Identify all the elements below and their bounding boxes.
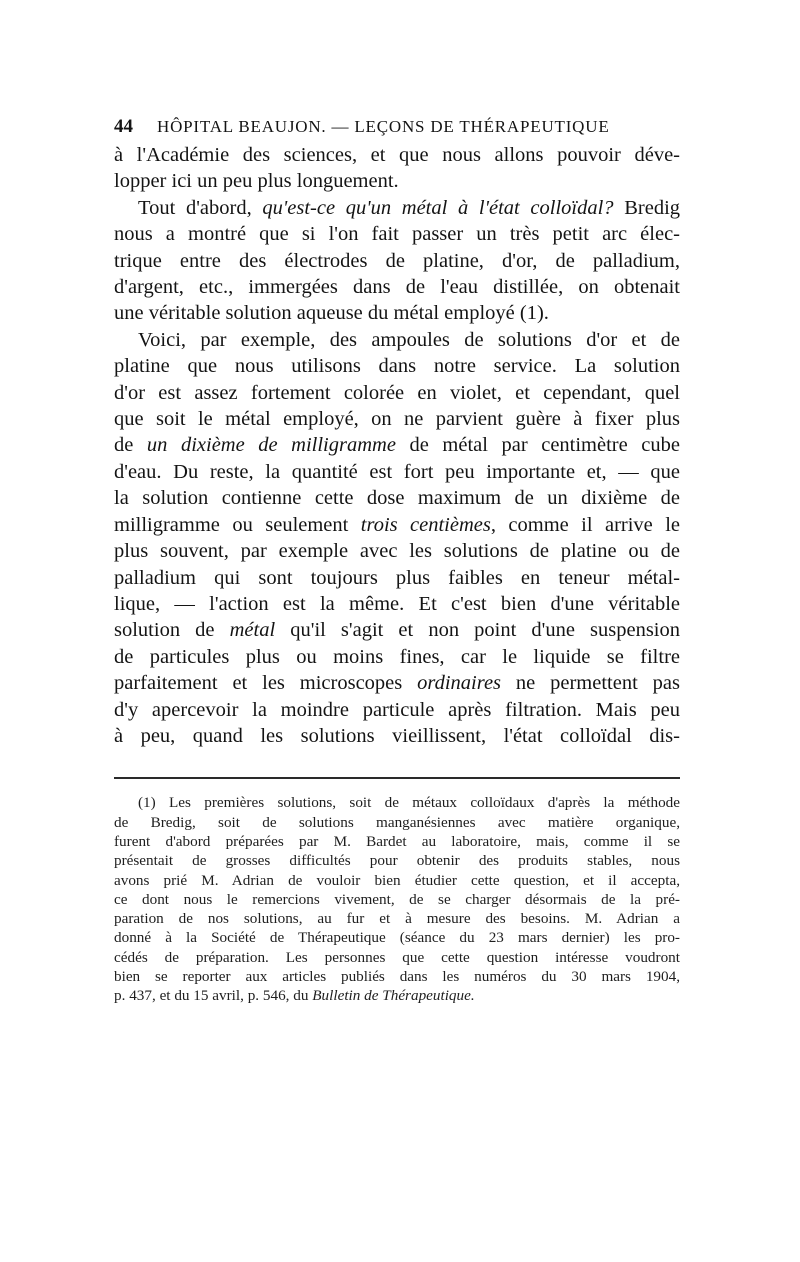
footnote-line — [114, 793, 680, 812]
text-run: la solution contienne cette dose maximum de un dixième de — [114, 487, 680, 510]
text-line — [114, 274, 680, 300]
text-line — [114, 723, 680, 749]
italic-text: trois centièmes — [360, 513, 491, 536]
text-run: paration de nos solutions, au fur et à mesure des besoins. M. Adrian a — [114, 910, 680, 928]
text-line — [114, 670, 680, 696]
text-run: parfaitement et les microscopes — [114, 672, 418, 695]
footnote-line — [114, 851, 680, 870]
text-run: d'or est assez fortement colorée en violet, et cependant, quel — [114, 381, 680, 404]
text-run: Bredig — [613, 196, 680, 219]
footnote — [114, 793, 680, 1005]
text-run: donné à la Société de Thérapeutique (séance du 23 mars dernier) les pro- — [114, 929, 680, 947]
text-line — [114, 221, 680, 247]
text-run: de particules plus ou moins fines, car le liquide se filtre — [114, 645, 680, 668]
text-run: avons prié M. Adrian de vouloir bien étudier cette question, et il accepta, — [114, 871, 680, 889]
text-run: de Bredig, soit de solutions manganésiennes avec matière organique, — [114, 813, 680, 831]
text-run: lique, — l'action est la même. Et c'est bien d'une véritable — [114, 592, 680, 615]
text-run: d'argent, etc., immergées dans de l'eau distillée, on obtenait — [114, 276, 680, 299]
running-title: HÔPITAL BEAUJON. — LEÇONS DE THÉRAPEUTIQUE — [157, 117, 610, 136]
text-line — [114, 248, 680, 274]
text-line — [114, 459, 680, 485]
text-line — [114, 591, 680, 617]
text-run: , comme il arrive le — [490, 513, 680, 536]
text-run: qu'il s'agit et non point d'une suspension — [275, 619, 680, 642]
text-run: ce dont nous le remercions vivement, de se charger désormais de la pré- — [114, 890, 680, 908]
text-run: Voici, par exemple, des ampoules de solutions d'or et de — [138, 328, 680, 351]
italic-text: un dixième de milligramme — [146, 434, 396, 457]
text-run: (1) Les premières solutions, soit de métaux colloïdaux d'après la méthode — [138, 794, 680, 812]
text-run: d'eau. Du reste, la quantité est fort peu importante et, — que — [114, 460, 680, 483]
text-line — [114, 432, 680, 458]
text-run: nous a montré que si l'on fait passer un très petit arc élec- — [114, 223, 680, 246]
footnote-line — [114, 832, 680, 851]
text-run: que soit le métal employé, on ne parvient guère à fixer plus — [114, 408, 680, 431]
text-line — [114, 512, 680, 538]
footnote-line — [114, 890, 680, 909]
italic-text: qu'est-ce qu'un métal à l'état colloïdal? — [262, 196, 614, 219]
text-line — [114, 697, 680, 723]
text-line — [114, 300, 680, 326]
italic-text: métal — [229, 619, 276, 642]
text-line — [114, 485, 680, 511]
text-run: milligramme ou seulement — [114, 513, 361, 536]
text-run: de métal par centimètre cube — [395, 434, 680, 457]
text-run: solution de — [114, 619, 230, 642]
text-run: à l'Académie des sciences, et que nous allons pouvoir déve- — [114, 144, 680, 166]
text-line — [114, 142, 680, 168]
italic-text: Bulletin de Thérapeutique. — [312, 987, 475, 1005]
text-run: cédés de préparation. Les personnes que cette question intéresse voudront — [114, 948, 680, 966]
text-run: présentait de grosses difficultés pour obtenir des produits stables, nous — [114, 852, 680, 870]
footnote-line — [114, 948, 680, 967]
book-page — [114, 112, 680, 1006]
text-line — [114, 617, 680, 643]
footnote-line — [114, 813, 680, 832]
text-line — [114, 644, 680, 670]
text-run: palladium qui sont toujours plus faibles en teneur métal- — [114, 566, 680, 589]
text-run: de — [114, 434, 147, 457]
text-run: platine que nous utilisons dans notre service. La solution — [114, 355, 680, 378]
text-line — [114, 538, 680, 564]
footnote-line — [114, 967, 680, 986]
footnote-line — [114, 986, 680, 1005]
text-run: Tout d'abord, — [138, 196, 263, 219]
text-run: plus souvent, par exemple avec les solutions de platine ou de — [114, 540, 680, 563]
text-run: bien se reporter aux articles publiés dans les numéros du 30 mars 1904, — [114, 968, 680, 986]
text-run: une véritable solution aqueuse du métal employé (1). — [114, 302, 549, 325]
text-line — [114, 565, 680, 591]
text-line — [114, 195, 680, 221]
page-number: 44 — [114, 116, 133, 137]
text-run: p. 437, et du 15 avril, p. 546, du — [114, 987, 313, 1005]
footnote-rule — [114, 777, 680, 779]
text-line — [114, 327, 680, 353]
text-run: lopper ici un peu plus longuement. — [114, 170, 399, 193]
text-run: ne permettent pas — [501, 672, 680, 695]
text-line — [114, 168, 680, 194]
text-run: furent d'abord préparées par M. Bardet au laboratoire, mais, comme il se — [114, 832, 680, 850]
text-line — [114, 353, 680, 379]
footnote-line — [114, 871, 680, 890]
text-run: trique entre des électrodes de platine, d'or, de palladium, — [114, 249, 680, 272]
text-run: à peu, quand les solutions vieillissent, l'état colloïdal dis- — [114, 724, 680, 747]
italic-text: ordinaires — [417, 672, 502, 695]
running-header — [114, 112, 680, 142]
main-text — [114, 142, 680, 749]
footnote-line — [114, 909, 680, 928]
text-run: d'y apercevoir la moindre particule après filtration. Mais peu — [114, 698, 680, 721]
text-line — [114, 380, 680, 406]
footnote-line — [114, 928, 680, 947]
text-line — [114, 406, 680, 432]
